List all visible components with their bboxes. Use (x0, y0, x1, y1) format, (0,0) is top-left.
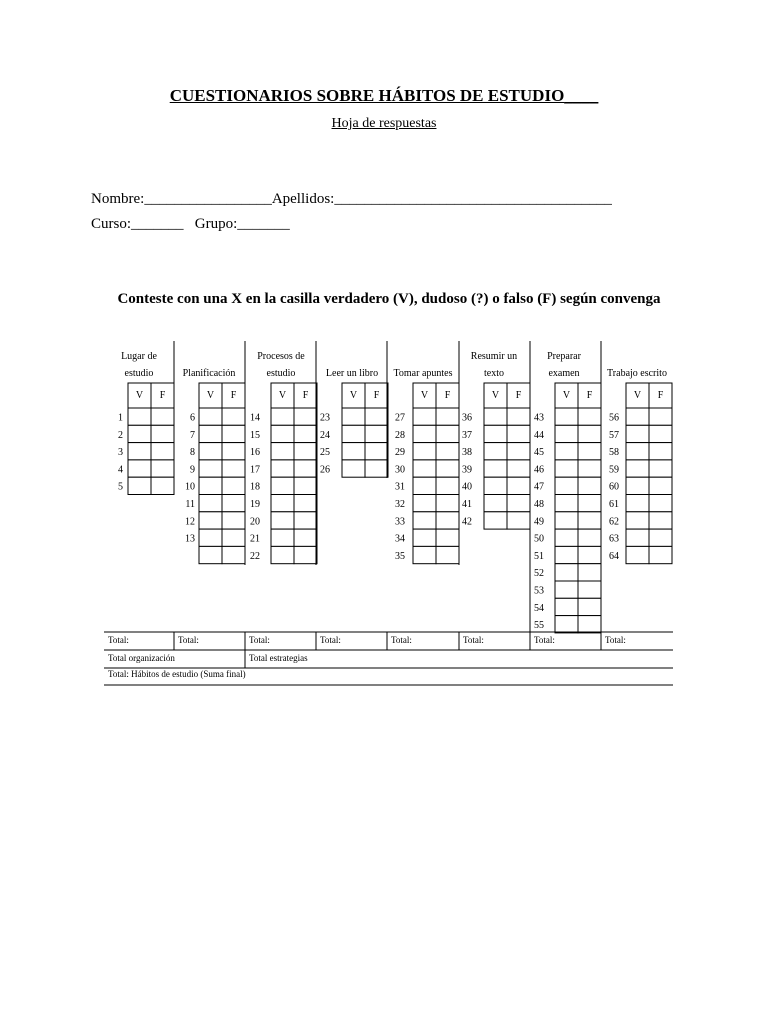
answer-cell-v[interactable] (626, 460, 649, 477)
question-number: 9 (190, 464, 195, 476)
answer-cell-f[interactable] (222, 443, 245, 460)
column-v-label: V (349, 390, 358, 401)
question-number: 61 (609, 499, 619, 510)
answer-cell-v[interactable] (128, 408, 151, 425)
answer-cell-f[interactable] (222, 408, 245, 425)
answer-cell-v[interactable] (484, 425, 507, 442)
answer-cell-f[interactable] (578, 529, 601, 546)
section-title-line1: Resumir un (470, 351, 518, 362)
question-number: 10 (185, 481, 195, 493)
answer-cell-f[interactable] (649, 495, 672, 512)
question-number: 35 (395, 550, 405, 562)
question-number: 22 (250, 550, 260, 562)
answer-cell-v[interactable] (555, 529, 578, 546)
question-number: 2 (118, 429, 123, 441)
column-v-label: V (633, 390, 642, 401)
answer-cell-f[interactable] (222, 460, 245, 477)
question-number: 60 (609, 481, 619, 493)
column-f-label: F (444, 390, 451, 401)
answer-cell-f[interactable] (294, 460, 317, 477)
answer-cell-v[interactable] (271, 546, 294, 563)
question-number: 13 (185, 533, 195, 545)
answer-cell-v[interactable] (128, 460, 151, 477)
answer-cell-f[interactable] (578, 495, 601, 512)
answer-cell-f[interactable] (151, 477, 174, 494)
answer-cell-f[interactable] (294, 546, 317, 563)
answer-cell-v[interactable] (484, 460, 507, 477)
answer-cell-f[interactable] (365, 443, 388, 460)
question-number: 15 (250, 429, 260, 441)
answer-cell-v[interactable] (342, 425, 365, 442)
answer-cell-f[interactable] (365, 425, 388, 442)
question-number: 62 (609, 516, 619, 528)
question-number: 64 (609, 550, 619, 562)
question-number: 44 (534, 429, 544, 441)
question-number: 43 (534, 412, 544, 424)
answer-cell-f[interactable] (649, 443, 672, 460)
answer-cell-f[interactable] (436, 529, 459, 546)
answer-cell-f[interactable] (222, 477, 245, 494)
answer-cell-v[interactable] (128, 443, 151, 460)
answer-cell-v[interactable] (413, 425, 436, 442)
question-number: 21 (250, 533, 260, 545)
answer-cell-v[interactable] (271, 512, 294, 529)
answer-cell-v[interactable] (271, 408, 294, 425)
question-number: 11 (185, 499, 195, 510)
answer-cell-v[interactable] (626, 546, 649, 563)
answer-cell-v[interactable] (128, 477, 151, 494)
total-estrategias-label: Total estrategias (249, 653, 308, 663)
total-label-7: Total: (534, 635, 555, 645)
answer-cell-f[interactable] (436, 425, 459, 442)
answer-cell-f[interactable] (578, 546, 601, 563)
answer-cell-f[interactable] (578, 408, 601, 425)
section-title-line2: Tomar apuntes (393, 368, 453, 379)
section-title-line2: Planificación (182, 368, 236, 379)
answer-cell-v[interactable] (555, 443, 578, 460)
answer-cell-f[interactable] (649, 529, 672, 546)
answer-cell-f[interactable] (578, 460, 601, 477)
total-organizacion-label: Total organización (108, 653, 175, 663)
question-number: 40 (462, 481, 472, 493)
answer-cell-v[interactable] (626, 495, 649, 512)
question-number: 55 (534, 620, 544, 632)
question-number: 25 (320, 447, 330, 459)
column-f-label: F (159, 390, 166, 401)
question-number: 7 (190, 429, 195, 441)
section-title-line2: examen (548, 368, 580, 379)
column-f-label: F (586, 390, 593, 401)
column-v-label: V (278, 390, 287, 401)
question-number: 24 (320, 429, 330, 441)
answer-cell-v[interactable] (199, 408, 222, 425)
answer-cell-f[interactable] (578, 598, 601, 615)
section-title-line1: Lugar de (121, 351, 157, 362)
answer-cell-f[interactable] (507, 425, 530, 442)
answer-cell-f[interactable] (649, 460, 672, 477)
question-number: 23 (320, 412, 330, 424)
section-title-line2: Leer un libro (325, 368, 379, 379)
column-v-label: V (206, 390, 215, 401)
total-label-5: Total: (391, 635, 412, 645)
answer-cell-v[interactable] (271, 477, 294, 494)
answer-cell-f[interactable] (222, 495, 245, 512)
answer-cell-f[interactable] (649, 512, 672, 529)
answer-cell-f[interactable] (649, 408, 672, 425)
answer-cell-f[interactable] (222, 512, 245, 529)
section-title-line2: estudio (266, 368, 296, 379)
answer-cell-v[interactable] (271, 443, 294, 460)
question-number: 3 (118, 447, 123, 459)
total-final-label: Total: Hábitos de estudio (Suma final) (108, 669, 246, 679)
answer-cell-v[interactable] (555, 598, 578, 615)
question-number: 6 (190, 412, 195, 424)
answer-cell-v[interactable] (199, 425, 222, 442)
answer-cell-v[interactable] (626, 529, 649, 546)
answer-cell-f[interactable] (222, 546, 245, 563)
question-number: 48 (534, 499, 544, 510)
answer-cell-v[interactable] (555, 495, 578, 512)
column-v-label: V (420, 390, 429, 401)
column-v-label: V (135, 390, 144, 401)
question-number: 57 (609, 429, 619, 441)
answer-cell-v[interactable] (626, 425, 649, 442)
question-number: 56 (609, 412, 619, 424)
answer-cell-v[interactable] (199, 460, 222, 477)
question-number: 12 (185, 516, 195, 528)
column-f-label: F (373, 390, 380, 401)
answer-cell-v[interactable] (626, 512, 649, 529)
section-title-line2: texto (484, 368, 504, 379)
answer-cell-v[interactable] (271, 495, 294, 512)
column-f-label: F (515, 390, 522, 401)
column-f-label: F (302, 390, 309, 401)
answer-cell-v[interactable] (626, 477, 649, 494)
answer-cell-f[interactable] (294, 529, 317, 546)
question-number: 58 (609, 447, 619, 459)
answer-cell-f[interactable] (507, 408, 530, 425)
question-number: 20 (250, 516, 260, 528)
answer-cell-v[interactable] (413, 408, 436, 425)
answer-cell-f[interactable] (649, 425, 672, 442)
column-v-label: V (491, 390, 500, 401)
answer-cell-f[interactable] (151, 443, 174, 460)
answer-cell-v[interactable] (413, 546, 436, 563)
answer-cell-f[interactable] (578, 512, 601, 529)
total-label-6: Total: (463, 635, 484, 645)
column-f-label: F (230, 390, 237, 401)
section-title-line2: estudio (124, 368, 154, 379)
name-surname-field[interactable]: Nombre:_________________Apellidos:_____________________________________ (91, 191, 612, 207)
total-label-4: Total: (320, 635, 341, 645)
answer-cell-f[interactable] (294, 425, 317, 442)
answer-cell-v[interactable] (199, 443, 222, 460)
question-number: 39 (462, 464, 472, 476)
answer-cell-v[interactable] (413, 477, 436, 494)
column-f-label: F (657, 390, 664, 401)
answer-cell-f[interactable] (436, 512, 459, 529)
answer-cell-f[interactable] (436, 477, 459, 494)
answer-cell-f[interactable] (578, 443, 601, 460)
answer-cell-v[interactable] (626, 408, 649, 425)
answer-cell-v[interactable] (484, 477, 507, 494)
answer-cell-f[interactable] (578, 581, 601, 598)
question-number: 32 (395, 499, 405, 510)
answer-cell-f[interactable] (151, 408, 174, 425)
course-group-field[interactable]: Curso:_______ Grupo:_______ (91, 216, 290, 232)
answer-cell-v[interactable] (413, 443, 436, 460)
question-number: 34 (395, 533, 405, 545)
answer-cell-v[interactable] (199, 512, 222, 529)
answer-cell-f[interactable] (151, 460, 174, 477)
question-number: 36 (462, 412, 472, 424)
section-title-line1: Preparar (547, 351, 581, 362)
answer-cell-v[interactable] (199, 546, 222, 563)
answer-cell-f[interactable] (294, 443, 317, 460)
question-number: 17 (250, 464, 260, 476)
answer-cell-f[interactable] (507, 443, 530, 460)
answer-cell-f[interactable] (294, 495, 317, 512)
question-number: 26 (320, 464, 330, 476)
question-number: 30 (395, 464, 405, 476)
question-number: 37 (462, 429, 472, 441)
question-number: 18 (250, 481, 260, 493)
answer-cell-v[interactable] (271, 529, 294, 546)
answer-cell-v[interactable] (555, 546, 578, 563)
question-number: 8 (190, 447, 195, 459)
question-number: 51 (534, 550, 544, 562)
answer-cell-f[interactable] (365, 460, 388, 477)
question-number: 4 (118, 464, 123, 476)
answer-cell-v[interactable] (555, 564, 578, 581)
answer-cell-v[interactable] (555, 477, 578, 494)
answer-cell-v[interactable] (413, 529, 436, 546)
answer-cell-v[interactable] (555, 408, 578, 425)
answer-cell-v[interactable] (555, 581, 578, 598)
answer-cell-v[interactable] (342, 408, 365, 425)
answer-cell-v[interactable] (555, 616, 578, 633)
answer-cell-v[interactable] (626, 443, 649, 460)
answer-cell-v[interactable] (413, 512, 436, 529)
answer-cell-f[interactable] (507, 512, 530, 529)
answer-cell-v[interactable] (199, 529, 222, 546)
answer-cell-f[interactable] (649, 546, 672, 563)
section-title-line2: Trabajo escrito (607, 368, 667, 379)
answer-cell-f[interactable] (578, 616, 601, 633)
question-number: 16 (250, 447, 260, 459)
answer-cell-v[interactable] (199, 477, 222, 494)
title-text: CUESTIONARIOS SOBRE HÁBITOS DE ESTUDIO (169, 86, 565, 105)
question-number: 31 (395, 481, 405, 493)
answer-cell-f[interactable] (507, 495, 530, 512)
total-label-8: Total: (605, 635, 626, 645)
answer-cell-v[interactable] (484, 408, 507, 425)
answer-cell-v[interactable] (199, 495, 222, 512)
answer-cell-v[interactable] (555, 425, 578, 442)
answer-cell-v[interactable] (555, 512, 578, 529)
answer-cell-v[interactable] (555, 460, 578, 477)
answer-cell-v[interactable] (128, 425, 151, 442)
answer-cell-f[interactable] (578, 425, 601, 442)
question-number: 27 (395, 412, 405, 424)
question-number: 54 (534, 602, 544, 614)
question-number: 19 (250, 499, 260, 510)
column-v-label: V (562, 390, 571, 401)
total-label-1: Total: (108, 635, 129, 645)
title-trailing-rule: ____ (564, 86, 599, 105)
answer-cell-v[interactable] (484, 512, 507, 529)
question-number: 1 (118, 412, 123, 424)
answer-cell-v[interactable] (342, 460, 365, 477)
answer-cell-v[interactable] (271, 425, 294, 442)
answer-cell-f[interactable] (294, 477, 317, 494)
question-number: 42 (462, 516, 472, 528)
question-number: 46 (534, 464, 544, 476)
section-title-line1: Procesos de (257, 351, 305, 362)
answer-cell-f[interactable] (365, 408, 388, 425)
answer-cell-v[interactable] (342, 443, 365, 460)
answer-cell-v[interactable] (413, 495, 436, 512)
question-number: 45 (534, 447, 544, 459)
question-number: 28 (395, 429, 405, 441)
answer-cell-f[interactable] (436, 546, 459, 563)
question-number: 29 (395, 447, 405, 459)
answer-cell-f[interactable] (578, 477, 601, 494)
question-number: 50 (534, 533, 544, 545)
question-number: 52 (534, 568, 544, 580)
question-number: 38 (462, 447, 472, 459)
answer-cell-f[interactable] (436, 460, 459, 477)
document-subtitle: Hoja de respuestas (331, 116, 437, 131)
answer-cell-f[interactable] (649, 477, 672, 494)
question-number: 63 (609, 533, 619, 545)
question-number: 5 (118, 481, 123, 493)
total-label-3: Total: (249, 635, 270, 645)
answer-cell-f[interactable] (507, 477, 530, 494)
instructions: Conteste con una X en la casilla verdadero (V), dudoso (?) o falso (F) según convenga (117, 291, 661, 307)
answer-cell-f[interactable] (151, 425, 174, 442)
question-number: 49 (534, 516, 544, 528)
answer-cell-v[interactable] (413, 460, 436, 477)
question-number: 41 (462, 499, 472, 510)
answer-cell-f[interactable] (436, 495, 459, 512)
answer-cell-f[interactable] (222, 425, 245, 442)
question-number: 47 (534, 481, 544, 493)
question-number: 53 (534, 585, 544, 597)
question-number: 59 (609, 464, 619, 476)
question-number: 14 (250, 412, 260, 424)
answer-cell-f[interactable] (578, 564, 601, 581)
answer-cell-f[interactable] (436, 408, 459, 425)
answer-cell-f[interactable] (507, 460, 530, 477)
answer-cell-f[interactable] (294, 408, 317, 425)
answer-cell-f[interactable] (436, 443, 459, 460)
answer-cell-f[interactable] (294, 512, 317, 529)
question-number: 33 (395, 516, 405, 528)
total-label-2: Total: (178, 635, 199, 645)
answer-cell-f[interactable] (222, 529, 245, 546)
answer-cell-v[interactable] (271, 460, 294, 477)
answer-cell-v[interactable] (484, 495, 507, 512)
answer-cell-v[interactable] (484, 443, 507, 460)
